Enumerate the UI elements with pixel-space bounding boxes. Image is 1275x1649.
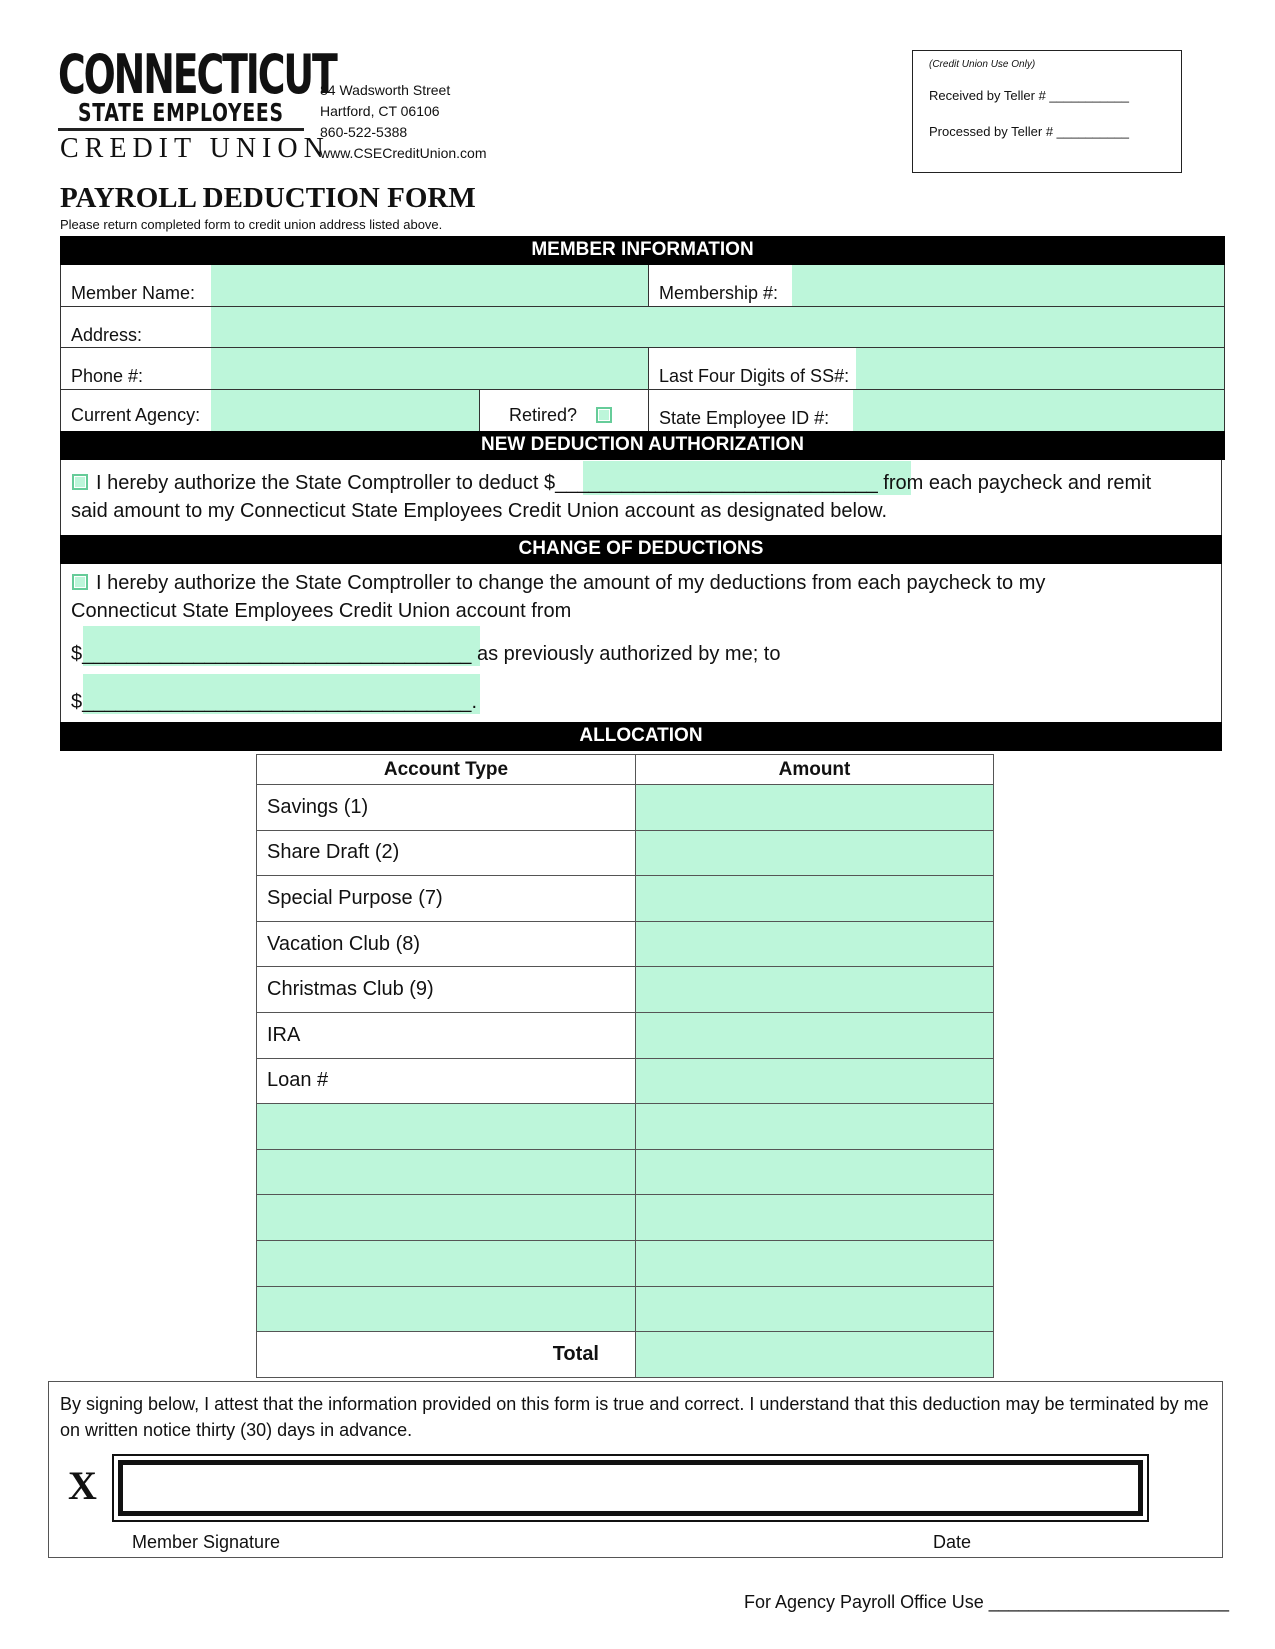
from-suffix: as previously authorized by me; to — [471, 643, 781, 665]
to-blank: ___________________________________ — [82, 691, 472, 713]
account-type-cell: Savings (1) — [257, 785, 636, 831]
page-title: PAYROLL DEDUCTION FORM — [60, 182, 476, 214]
new-deduction-text-before: I hereby authorize the State Comptroller to deduct $ — [96, 472, 556, 494]
from-dollar: $ — [71, 643, 83, 665]
total-amount-input[interactable] — [636, 1332, 994, 1378]
table-row — [257, 876, 994, 922]
agency-input[interactable] — [211, 390, 479, 431]
ss-last-four-input[interactable] — [856, 348, 1224, 389]
amount-input[interactable] — [636, 967, 994, 1013]
processed-by-teller: Processed by Teller # __________ — [929, 124, 1129, 139]
logo-connecticut: CONNECTICUT — [58, 43, 336, 106]
new-deduction-header: NEW DEDUCTION AUTHORIZATION — [60, 431, 1225, 460]
table-row — [257, 1104, 994, 1150]
table-row — [257, 1240, 994, 1286]
row1-divider — [648, 265, 649, 306]
member-info-header: MEMBER INFORMATION — [60, 236, 1225, 265]
retired-checkbox[interactable] — [596, 407, 612, 423]
new-deduction-line1 — [96, 469, 1151, 497]
change-from-line — [71, 640, 780, 668]
address-input[interactable] — [211, 307, 1224, 347]
amount-input[interactable] — [636, 785, 994, 831]
account-type-cell: Vacation Club (8) — [257, 921, 636, 967]
membership-number-input[interactable] — [792, 265, 1224, 306]
account-type-cell: Share Draft (2) — [257, 830, 636, 876]
from-blank: ___________________________________ — [82, 643, 472, 665]
ss-last-four-label: Last Four Digits of SS#: — [659, 366, 850, 386]
account-type-cell: Christmas Club (9) — [257, 967, 636, 1013]
cu-address — [320, 80, 487, 164]
logo-credit-union: CREDIT UNION — [60, 133, 330, 164]
amount-header: Amount — [636, 755, 994, 785]
table-row — [257, 830, 994, 876]
member-signature-label: Member Signature — [132, 1532, 281, 1552]
membership-number-label: Membership #: — [659, 283, 779, 303]
retired-label: Retired? — [509, 405, 578, 425]
amount-input[interactable] — [636, 1195, 994, 1241]
table-row — [257, 785, 994, 831]
received-by-teller: Received by Teller # ___________ — [929, 88, 1129, 103]
amount-input[interactable] — [636, 1240, 994, 1286]
change-line1: I hereby authorize the State Comptroller to change the amount of my deductions from each paycheck to my — [96, 572, 1046, 594]
change-line2: Connecticut State Employees Credit Union account from — [71, 600, 572, 622]
to-suffix: . — [471, 691, 477, 713]
account-type-input[interactable] — [257, 1149, 636, 1195]
account-type-input[interactable] — [257, 1240, 636, 1286]
employee-id-label: State Employee ID #: — [659, 408, 830, 428]
total-row — [257, 1332, 994, 1378]
table-row — [257, 921, 994, 967]
signature-x-mark: X — [68, 1463, 97, 1508]
to-dollar: $ — [71, 691, 83, 713]
table-row — [257, 1012, 994, 1058]
allocation-table — [256, 754, 994, 1378]
allocation-header-row — [257, 755, 994, 785]
phone-input[interactable] — [211, 348, 648, 389]
attestation-text: By signing below, I attest that the information provided on this form is true and correct. I understand that this deduction may be terminated by me on written notice thirty (30) days in advance. — [60, 1394, 1209, 1440]
agency-label: Current Agency: — [71, 405, 201, 425]
total-label: Total — [257, 1332, 636, 1378]
new-deduction-blank: _____________________________ — [555, 472, 878, 494]
account-type-cell: Loan # — [257, 1058, 636, 1104]
amount-input[interactable] — [636, 1012, 994, 1058]
amount-input[interactable] — [636, 1286, 994, 1332]
member-name-label: Member Name: — [71, 283, 196, 303]
account-type-input[interactable] — [257, 1195, 636, 1241]
amount-input[interactable] — [636, 876, 994, 922]
page-subtitle: Please return completed form to credit union address listed above. — [60, 217, 443, 232]
allocation-header: ALLOCATION — [60, 722, 1222, 751]
address-phone: 860-522-5388 — [320, 124, 408, 140]
table-row — [257, 1286, 994, 1332]
change-to-line — [71, 688, 477, 716]
member-name-input[interactable] — [211, 265, 649, 306]
cu-use-heading: (Credit Union Use Only) — [929, 59, 1036, 70]
account-type-input[interactable] — [257, 1286, 636, 1332]
credit-union-use-box — [912, 50, 1182, 173]
phone-label: Phone #: — [71, 366, 144, 386]
table-row — [257, 1058, 994, 1104]
address-city: Hartford, CT 06106 — [320, 103, 440, 119]
employee-id-input[interactable] — [853, 390, 1224, 431]
amount-input[interactable] — [636, 830, 994, 876]
signature-input[interactable] — [118, 1460, 1143, 1516]
row4-divider — [479, 390, 480, 431]
amount-input[interactable] — [636, 921, 994, 967]
new-deduction-line2: said amount to my Connecticut State Employees Credit Union account as designated below. — [71, 500, 888, 522]
new-deduction-checkbox[interactable] — [72, 474, 88, 490]
logo-state-employees: STATE EMPLOYEES — [78, 98, 284, 127]
amount-input[interactable] — [636, 1104, 994, 1150]
amount-input[interactable] — [636, 1149, 994, 1195]
account-type-input[interactable] — [257, 1104, 636, 1150]
table-row — [257, 1195, 994, 1241]
table-row — [257, 1149, 994, 1195]
address-street: 84 Wadsworth Street — [320, 82, 451, 98]
account-type-cell: Special Purpose (7) — [257, 876, 636, 922]
address-web[interactable]: www.CSECreditUnion.com — [320, 145, 487, 161]
address-label: Address: — [71, 325, 143, 345]
change-deductions-checkbox[interactable] — [72, 574, 88, 590]
change-deductions-header: CHANGE OF DEDUCTIONS — [60, 535, 1222, 564]
date-label: Date — [933, 1532, 972, 1552]
new-deduction-text-after: from each paycheck and remit — [877, 472, 1152, 494]
logo-divider — [58, 128, 304, 131]
account-type-header: Account Type — [257, 755, 636, 785]
account-type-cell: IRA — [257, 1012, 636, 1058]
amount-input[interactable] — [636, 1058, 994, 1104]
table-row — [257, 967, 994, 1013]
agency-payroll-use: For Agency Payroll Office Use ________________________ — [744, 1592, 1230, 1612]
